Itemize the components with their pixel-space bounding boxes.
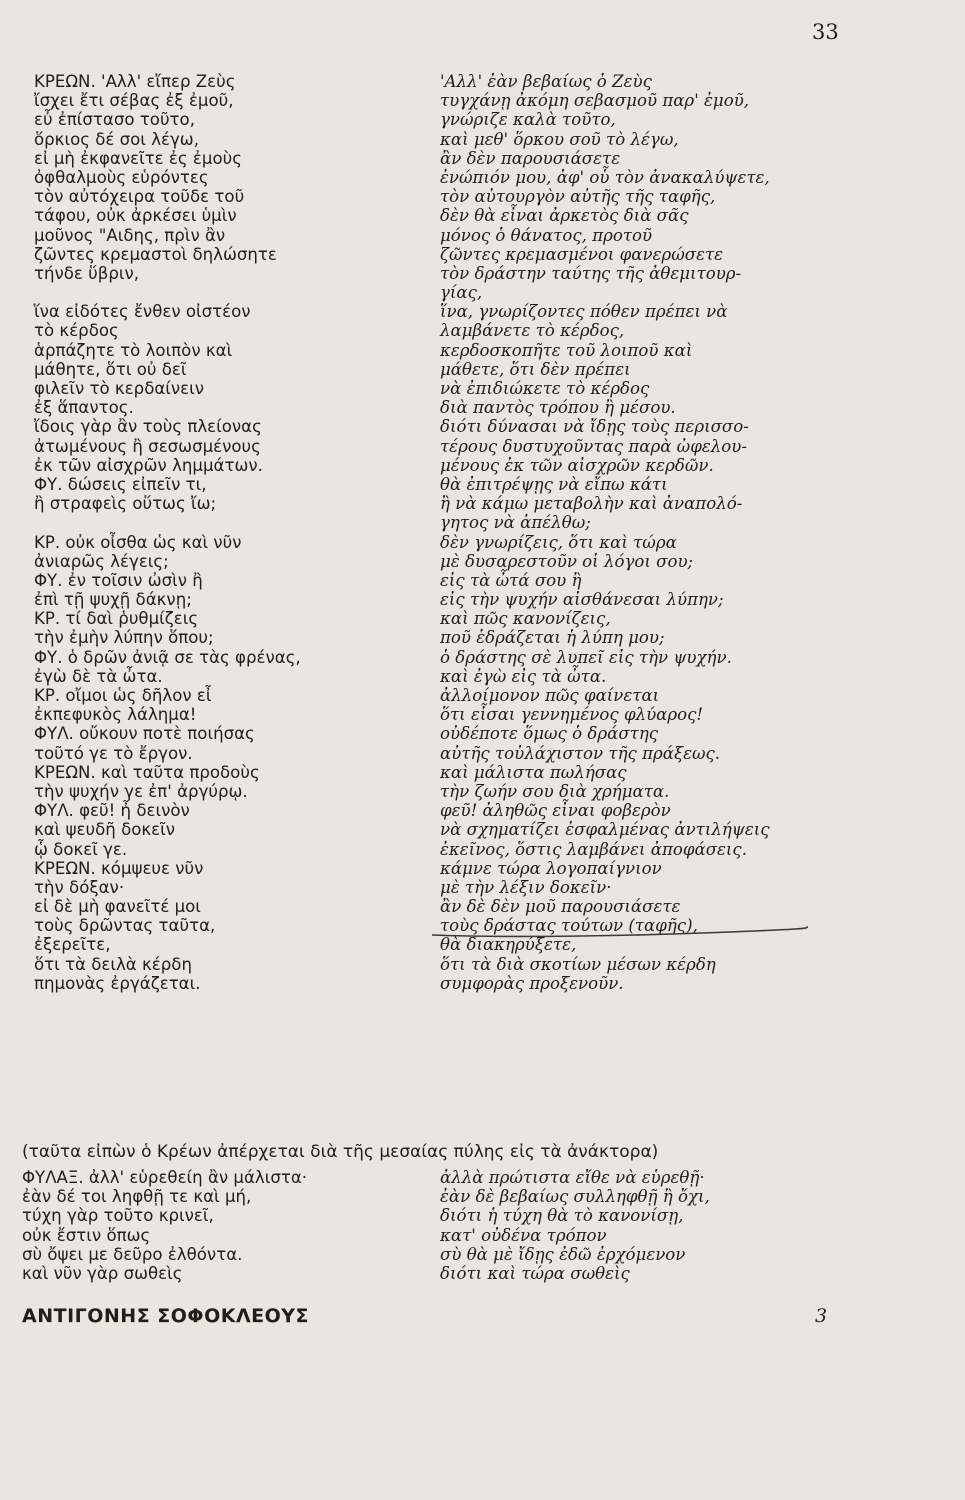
text-line (34, 283, 424, 302)
text-line: νὰ ἐπιδιώκετε τὸ κέρδος (440, 379, 650, 398)
text-line: ἢ στραφεὶς οὕτως ἴω; (34, 494, 217, 514)
text-line: τὴν ψυχήν γε ἐπ' ἀργύρῳ. (34, 781, 248, 801)
text-line: ΚΡ. τί δαὶ ῥυθμίζεις (34, 609, 199, 629)
text-line: τὸν δράστην ταύτης τῆς ἀθεμιτουρ- (440, 263, 742, 283)
text-line: ζῶντες κρεμασμένοι φανερώσετε (440, 244, 724, 264)
text-line: ἐξερεῖτε, (34, 935, 111, 955)
text-line: ἴσχει ἔτι σέβας ἐξ ἐμοῦ, (34, 91, 234, 111)
text-line: φεῦ! ἀληθῶς εἶναι φοβερὸν (440, 801, 671, 821)
text-line: τοὺς δράστας τούτων (ταφῆς), (440, 916, 698, 936)
text-line: ἂν δὲ δὲν μοῦ παρουσιάσετε (440, 897, 681, 917)
text-line: ΦΥΛΑΞ. ἀλλ' εὑρεθείη ἂν μάλιστα· (22, 1168, 308, 1187)
text-line: ΦΥ. ἐν τοῖσιν ὠσὶν ἢ (34, 570, 203, 590)
text-line: ΚΡΕΩΝ. καὶ ταῦτα προδοὺς (34, 762, 260, 782)
text-line: ἀλλοίμονον πῶς φαίνεται (440, 686, 660, 705)
text-line: ᾧ δοκεῖ γε. (34, 839, 128, 859)
text-line: εἰς τὰ ὦτά σου ἢ (440, 570, 582, 590)
text-line: γίας, (440, 283, 483, 303)
text-line: 'Αλλ' ἐὰν βεβαίως ὁ Ζεὺς (440, 72, 652, 91)
text-line: ἐκεῖνος, ὅστις λαμβάνει ἀποφάσεις. (440, 839, 748, 859)
text-line: ἐκ τῶν αἰσχρῶν λημμάτων. (34, 455, 263, 475)
text-line: μὲ δυσαρεστοῦν οἱ λόγοι σου; (440, 551, 694, 571)
text-line: αὐτῆς τοὐλάχιστον τῆς πράξεως. (440, 743, 721, 763)
text-line: θὰ διακηρύξετε, (440, 935, 577, 955)
text-line: καὶ πῶς κανονίζεις, (440, 609, 611, 629)
text-line: τὸν αὐτόχειρα τοῦδε τοῦ (34, 187, 245, 207)
handwritten-underline-mark (430, 926, 810, 940)
text-line: οὐδέποτε ὅμως ὁ δράστης (440, 724, 659, 744)
text-line: διότι δύνασαι νὰ ἴδῃς τοὺς περισσο- (440, 417, 749, 437)
text-line: τέρους δυστυχοῦντας παρὰ ὠφελου- (440, 436, 747, 456)
text-line: ὁ δράστης σὲ λυπεῖ εἰς τὴν ψυχήν. (440, 647, 732, 667)
text-line: πημονὰς ἐργάζεται. (34, 973, 201, 993)
text-line: εἰ δὲ μὴ φανεῖτέ μοι (34, 897, 201, 917)
text-line (34, 513, 424, 532)
text-line: διὰ παντὸς τρόπου ἢ μέσου. (440, 398, 676, 418)
text-line: διότι καὶ τώρα σωθεὶς (440, 1263, 630, 1283)
text-line: ΚΡ. οἴμοι ὡς δῆλον εἶ (34, 686, 212, 705)
text-line: ΚΡΕΩΝ. 'Αλλ' εἴπερ Ζεὺς (34, 72, 236, 91)
text-line: ἂν δὲν παρουσιάσετε (440, 148, 621, 168)
text-line: ὅτι εἶσαι γεννημένος φλύαρος! (440, 705, 704, 725)
text-line: ζῶντες κρεμαστοὶ δηλώσητε (34, 244, 277, 264)
text-line: εὖ ἐπίστασο τοῦτο, (34, 110, 195, 130)
text-line: μόνος ὁ θάνατος, προτοῦ (440, 225, 653, 245)
text-line: ἀλλὰ πρώτιστα εἴθε νὰ εὑρεθῇ· (440, 1168, 705, 1187)
text-line: τὸ κέρδος (34, 321, 119, 341)
text-line: δὲν θὰ εἶναι ἀρκετὸς διὰ σᾶς (440, 206, 689, 226)
text-line: κερδοσκοπῆτε τοῦ λοιποῦ καὶ (440, 340, 693, 360)
right-column-translation (440, 72, 945, 993)
text-line: ΦΥ. ὁ δρῶν ἀνιᾷ σε τὰς φρένας, (34, 647, 301, 667)
text-line: οὐκ ἔστιν ὅπως (22, 1225, 151, 1245)
text-line: τοῦτό γε τὸ ἔργον. (34, 743, 193, 763)
text-line: ἵνα, γνωρίζοντες πόθεν πρέπει νὰ (440, 302, 728, 322)
text-line: ΦΥΛ. φεῦ! ἦ δεινὸν (34, 801, 190, 821)
text-line: τοὺς δρῶντας ταῦτα, (34, 916, 216, 936)
text-line: λαμβάνετε τὸ κέρδος, (440, 321, 625, 341)
text-line: γητος νὰ ἀπέλθω; (440, 513, 591, 533)
text-line: ἐγὼ δὲ τὰ ὦτα. (34, 666, 163, 686)
page-number: 33 (812, 20, 839, 44)
stage-direction: (ταῦτα εἰπὼν ὁ Κρέων ἀπέρχεται διὰ τῆς μεσαίας πύλης εἰς τὰ ἀνάκτορα) (22, 1142, 659, 1162)
text-line: σὺ ὄψει με δεῦρο ἐλθόντα. (22, 1244, 243, 1264)
text-line: κατ' οὐδένα τρόπον (440, 1225, 607, 1245)
text-line: ὅτι τὰ διὰ σκοτίων μέσων κέρδη (440, 954, 716, 974)
text-line: τήνδε ὕβριν, (34, 263, 140, 283)
left-column-ancient-text (34, 72, 424, 993)
footer-signature: 3 (815, 1305, 828, 1327)
text-line: τὸν αὐτουργὸν αὐτῆς τῆς ταφῆς, (440, 187, 716, 207)
text-line: εἰ μὴ ἐκφανεῖτε ἐς ἐμοὺς (34, 148, 242, 168)
text-line: ἐξ ἅπαντος. (34, 398, 134, 418)
text-line: κάμνε τώρα λογοπαίγνιον (440, 858, 662, 878)
text-line: τάφου, οὐκ ἀρκέσει ὑμὶν (34, 206, 237, 226)
text-line: μάθετε, ὅτι δὲν πρέπει (440, 359, 631, 379)
text-line: τύχη γὰρ τοῦτο κρινεῖ, (22, 1206, 214, 1226)
text-line: ἐπὶ τῇ ψυχῇ δάκνῃ; (34, 590, 192, 610)
text-line: τὴν ἐμὴν λύπην ὅπου; (34, 628, 214, 648)
text-line: ὅτι τὰ δειλὰ κέρδη (34, 954, 192, 974)
text-line: μένους ἐκ τῶν αἰσχρῶν κερδῶν. (440, 455, 714, 475)
text-line: νὰ σχηματίζει ἐσφαλμένας ἀντιλήψεις (440, 820, 770, 840)
text-line: ΚΡ. οὐκ οἶσθα ὡς καὶ νῦν (34, 532, 242, 552)
text-line: μὲ τὴν λέξιν δοκεῖν· (440, 877, 612, 897)
text-line: ΚΡΕΩΝ. κόμψευε νῦν (34, 858, 204, 878)
text-line: καὶ μεθ' ὅρκου σοῦ τὸ λέγω, (440, 129, 679, 149)
text-line: γνώριζε καλὰ τοῦτο, (440, 110, 616, 130)
text-line: ποῦ ἑδράζεται ἡ λύπη μου; (440, 628, 665, 648)
text-line: ἀτωμένους ἢ σεσωσμένους (34, 436, 261, 456)
bottom-left-column (22, 1168, 432, 1283)
text-line: ἢ νὰ κάμω μεταβολὴν καὶ ἀναπολό- (440, 494, 743, 514)
text-line: ΦΥΛ. οὔκουν ποτὲ ποιήσας (34, 724, 255, 744)
text-line: καὶ νῦν γὰρ σωθεὶς (22, 1263, 183, 1283)
text-line: ἵνα εἰδότες ἔνθεν οἰστέον (34, 302, 251, 322)
text-line: ἐκπεφυκὸς λάλημα! (34, 705, 197, 725)
text-line: θὰ ἐπιτρέψῃς νὰ εἴπω κάτι (440, 474, 668, 494)
text-line: μάθητε, ὅτι οὐ δεῖ (34, 359, 187, 379)
text-line: τὴν ζωήν σου διὰ χρήματα. (440, 781, 670, 801)
text-line: εἰς τὴν ψυχήν αἰσθάνεσαι λύπην; (440, 590, 724, 610)
text-line: φιλεῖν τὸ κερδαίνειν (34, 379, 205, 398)
text-line: καὶ ψευδῆ δοκεῖν (34, 820, 176, 840)
text-line: τυγχάνῃ ἀκόμη σεβασμοῦ παρ' ἐμοῦ, (440, 91, 750, 111)
footer-title: ΑΝΤΙΓΟΝΗΣ ΣΟΦΟΚΛΕΟΥΣ (22, 1305, 310, 1327)
text-line: τὴν δόξαν· (34, 877, 125, 897)
text-line: ὅρκιος δέ σοι λέγω, (34, 129, 199, 149)
text-line: ἀνιαρῶς λέγεις; (34, 551, 169, 571)
text-line: ὀφθαλμοὺς εὑρόντες (34, 167, 209, 187)
text-line: σὺ θὰ μὲ ἴδῃς ἐδῶ ἐρχόμενον (440, 1244, 686, 1264)
text-line: διότι ἡ τύχη θὰ τὸ κανονίσῃ, (440, 1206, 684, 1226)
text-line: ἐνώπιόν μου, ἀφ' οὗ τὸν ἀνακαλύψετε, (440, 167, 770, 187)
text-line: καὶ μάλιστα πωλήσας (440, 762, 627, 782)
text-line: καὶ ἐγὼ εἰς τὰ ὦτα. (440, 666, 607, 686)
text-line: ἐὰν δέ τοι ληφθῇ τε καὶ μή, (22, 1187, 252, 1207)
text-line: ἴδοις γὰρ ἂν τοὺς πλείονας (34, 417, 262, 437)
text-line: ΦΥ. δώσεις εἰπεῖν τι, (34, 474, 207, 494)
text-line: ἁρπάζητε τὸ λοιπὸν καὶ (34, 340, 233, 360)
text-line: ἐὰν δὲ βεβαίως συλληφθῇ ἢ ὄχι, (440, 1187, 710, 1207)
text-line: δὲν γνωρίζεις, ὅτι καὶ τώρα (440, 532, 677, 552)
bottom-right-column (440, 1168, 945, 1283)
text-line: συμφορὰς προξενοῦν. (440, 973, 624, 993)
text-line: μοῦνος "Αιδης, πρὶν ἂν (34, 225, 226, 245)
